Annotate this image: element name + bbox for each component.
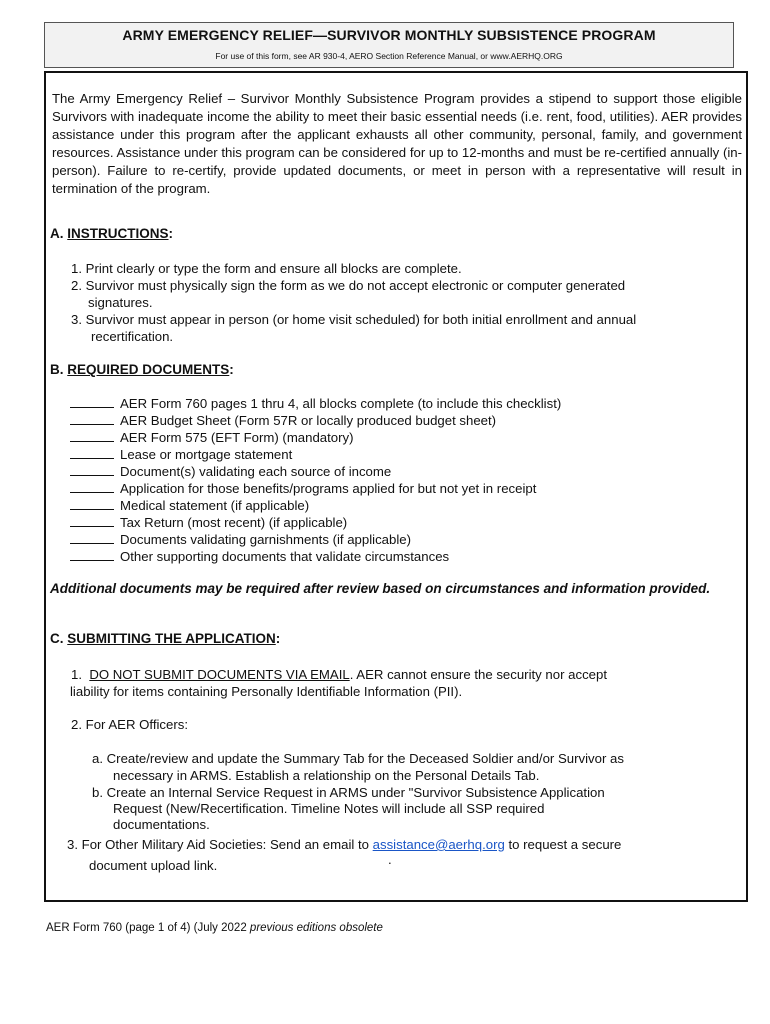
checklist-item: Documents validating garnishments (if applicable) — [70, 531, 411, 548]
checklist-item: Application for those benefits/programs applied for but not yet in receipt — [70, 480, 536, 497]
checklist-item: Other supporting documents that validate circumstances — [70, 548, 449, 565]
section-a-letter: A. — [50, 226, 64, 241]
form-header — [44, 22, 734, 68]
footer-obsolete-note: previous editions obsolete — [249, 922, 383, 934]
instruction-item: 3. Survivor must appear in person (or home visit scheduled) for both initial enrollment and annual — [71, 312, 637, 327]
section-b-title: REQUIRED DOCUMENTS — [67, 362, 230, 377]
section-c-heading: C. SUBMITTING THE APPLICATION: — [50, 631, 281, 646]
checklist-item: Medical statement (if applicable) — [70, 497, 309, 514]
instruction-item: 2. Survivor must physically sign the form as we do not accept electronic or computer generated — [71, 278, 626, 293]
section-b-letter: B. — [50, 362, 64, 377]
submit-item-1: 1. DO NOT SUBMIT DOCUMENTS VIA EMAIL. AER cannot ensure the security nor accept — [71, 667, 608, 682]
checklist-item: AER Form 760 pages 1 thru 4, all blocks complete (to include this checklist) — [70, 395, 561, 412]
checklist-item: AER Form 575 (EFT Form) (mandatory) — [70, 429, 354, 446]
instruction-item-cont: recertification. — [91, 329, 174, 344]
section-a-heading: A. INSTRUCTIONS: — [50, 226, 174, 241]
checklist-item: Lease or mortgage statement — [70, 446, 292, 463]
checkbox-blank[interactable] — [70, 549, 114, 561]
checklist-item: Document(s) validating each source of income — [70, 463, 391, 480]
checkbox-blank[interactable] — [70, 396, 114, 408]
checklist-item: Tax Return (most recent) (if applicable) — [70, 514, 347, 531]
submit-item-2b-cont: Request (New/Recertification. Timeline Notes will include all SSP required — [113, 801, 545, 816]
form-footer — [46, 922, 383, 934]
checkbox-blank[interactable] — [70, 447, 114, 459]
submit-item-2a: a. Create/review and update the Summary Tab for the Deceased Soldier and/or Survivor as — [92, 751, 624, 766]
intro-paragraph: The Army Emergency Relief – Survivor Monthly Subsistence Program provides a stipend to support those eligible Survivors with inadequate income the ability to meet their basic essential needs (i.e. rent, food, utilities). AER provides assistance under this program after the applicant exhausts all other community, personal, family, and government resources. Assistance under this program can be considered for up to 12-months and must be re-certified annually (in-person). Failure to re-certify, provide updated documents, or meet in person with a representative will result in termination of the program. — [52, 91, 742, 196]
form-subtitle: For use of this form, see AR 930-4, AERO Section Reference Manual, or www.AERHQ.ORG — [215, 51, 563, 61]
stray-dot: . — [388, 852, 392, 867]
checkbox-blank[interactable] — [70, 430, 114, 442]
footer-text: AER Form 760 (page 1 of 4) (July 2022 — [46, 922, 247, 934]
checkbox-blank[interactable] — [70, 413, 114, 425]
checklist-item: AER Budget Sheet (Form 57R or locally produced budget sheet) — [70, 412, 496, 429]
form-title: ARMY EMERGENCY RELIEF—SURVIVOR MONTHLY SUBSISTENCE PROGRAM — [122, 27, 656, 43]
no-email-warning: DO NOT SUBMIT DOCUMENTS VIA EMAIL — [89, 667, 350, 682]
submit-item-2b-cont: documentations. — [113, 817, 210, 832]
submit-item-3-cont: document upload link. — [89, 858, 218, 873]
submit-item-1-cont: liability for items containing Personally Identifiable Information (PII). — [70, 684, 463, 699]
submit-item-2a-cont: necessary in ARMS. Establish a relationship on the Personal Details Tab. — [113, 768, 540, 783]
checkbox-blank[interactable] — [70, 481, 114, 493]
instruction-item-cont: signatures. — [88, 295, 153, 310]
section-c-title: SUBMITTING THE APPLICATION — [67, 631, 276, 646]
section-b-heading: B. REQUIRED DOCUMENTS: — [50, 362, 234, 377]
checkbox-blank[interactable] — [70, 515, 114, 527]
section-c-letter: C. — [50, 631, 64, 646]
checkbox-blank[interactable] — [70, 498, 114, 510]
submit-item-3: 3. For Other Military Aid Societies: Send an email to assistance@aerhq.org to request a secure — [67, 837, 622, 852]
checkbox-blank[interactable] — [70, 532, 114, 544]
submit-item-2b: b. Create an Internal Service Request in ARMS under "Survivor Subsistence Application — [92, 785, 605, 800]
section-a-title: INSTRUCTIONS — [67, 226, 169, 241]
instruction-item: 1. Print clearly or type the form and ensure all blocks are complete. — [71, 261, 462, 276]
submit-item-2: 2. For AER Officers: — [71, 717, 189, 732]
checkbox-blank[interactable] — [70, 464, 114, 476]
assistance-email-link[interactable]: assistance@aerhq.org — [372, 837, 505, 852]
additional-documents-note: Additional documents may be required after review based on circumstances and information provided. — [50, 581, 711, 596]
